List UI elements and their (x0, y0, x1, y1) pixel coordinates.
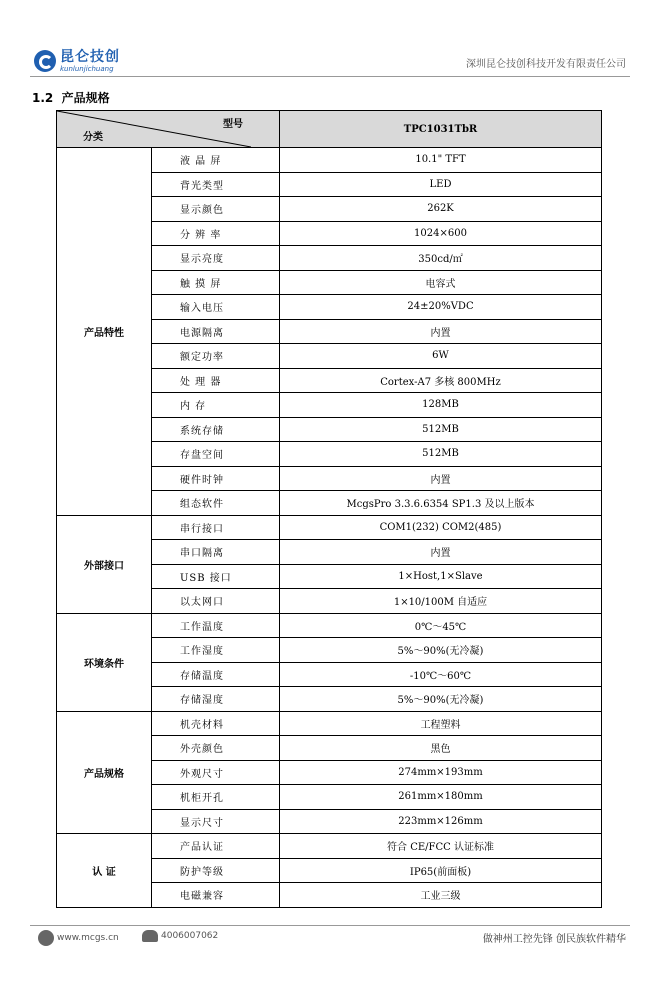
spec-value-cell: 符合 CE/FCC 认证标准 (280, 834, 602, 859)
spec-value-cell: 274mm×193mm (280, 760, 602, 785)
spec-item-cell: 硬件时钟 (152, 466, 280, 491)
spec-value-cell: -10℃～60℃ (280, 662, 602, 687)
spec-item-cell: 以太网口 (152, 589, 280, 614)
spec-value-cell: 0℃～45℃ (280, 613, 602, 638)
category-cell: 产品规格 (57, 711, 152, 834)
table-row (57, 711, 602, 736)
spec-value-cell: 内置 (280, 319, 602, 344)
spec-item-cell: 系统存储 (152, 417, 280, 442)
spec-item-cell: 输入电压 (152, 295, 280, 320)
spec-item-cell: 分 辨 率 (152, 221, 280, 246)
spec-value-cell: 261mm×180mm (280, 785, 602, 810)
page-header (0, 0, 658, 80)
section-title-text: 产品规格 (61, 91, 110, 105)
spec-item-cell: 组态软件 (152, 491, 280, 516)
phone-icon (142, 930, 158, 942)
spec-value-cell: 6W (280, 344, 602, 369)
logo-name-cn: 昆仑技创 (60, 48, 120, 65)
spec-value-cell: 工业三级 (280, 883, 602, 908)
spec-item-cell: 电磁兼容 (152, 883, 280, 908)
spec-item-cell: 液 晶 屏 (152, 148, 280, 173)
logo-icon (34, 50, 56, 72)
spec-value-cell: 128MB (280, 393, 602, 418)
web-icon (38, 930, 54, 946)
table-row (57, 148, 602, 173)
spec-item-cell: 显示亮度 (152, 246, 280, 271)
logo-name-en: kunlunjichuang (60, 64, 114, 73)
spec-item-cell: USB 接口 (152, 564, 280, 589)
spec-table (56, 110, 602, 908)
spec-value-cell: 电容式 (280, 270, 602, 295)
spec-item-cell: 显示颜色 (152, 197, 280, 222)
spec-value-cell: IP65(前面板) (280, 858, 602, 883)
footer-divider (30, 925, 630, 926)
spec-item-cell: 产品认证 (152, 834, 280, 859)
spec-item-cell: 机壳材料 (152, 711, 280, 736)
spec-item-cell: 工作湿度 (152, 638, 280, 663)
spec-value-cell: 工程塑料 (280, 711, 602, 736)
table-row (57, 515, 602, 540)
spec-value-cell: 262K (280, 197, 602, 222)
spec-value-cell: 512MB (280, 442, 602, 467)
spec-value-cell: 350cd/㎡ (280, 246, 602, 271)
spec-value-cell: 1×10/100M 自适应 (280, 589, 602, 614)
spec-item-cell: 工作温度 (152, 613, 280, 638)
company-name: 深圳昆仑技创科技开发有限责任公司 (466, 59, 626, 70)
category-cell: 环境条件 (57, 613, 152, 711)
spec-item-cell: 触 摸 屏 (152, 270, 280, 295)
spec-value-cell: 24±20%VDC (280, 295, 602, 320)
table-header-row (57, 111, 602, 148)
spec-value-cell: 1024×600 (280, 221, 602, 246)
spec-value-cell: 10.1" TFT (280, 148, 602, 173)
spec-value-cell: 223mm×126mm (280, 809, 602, 834)
model-name: TPC1031TbR (280, 111, 602, 148)
header-type-label: 型号 (223, 119, 243, 130)
header-category-label: 分类 (83, 132, 103, 143)
spec-item-cell: 外壳颜色 (152, 736, 280, 761)
website-text: www.mcgs.cn (57, 933, 119, 943)
phone-text: 4006007062 (161, 931, 219, 941)
spec-value-cell: 5%～90%(无冷凝) (280, 638, 602, 663)
header-divider (30, 76, 630, 77)
spec-item-cell: 外观尺寸 (152, 760, 280, 785)
header-diagonal-cell (57, 111, 280, 148)
spec-value-cell: 1×Host,1×Slave (280, 564, 602, 589)
footer-phone (142, 930, 218, 942)
spec-value-cell: McgsPro 3.3.6.6354 SP1.3 及以上版本 (280, 491, 602, 516)
category-cell: 产品特性 (57, 148, 152, 516)
spec-item-cell: 存盘空间 (152, 442, 280, 467)
spec-value-cell: 黑色 (280, 736, 602, 761)
category-cell: 外部接口 (57, 515, 152, 613)
spec-item-cell: 处 理 器 (152, 368, 280, 393)
spec-item-cell: 串行接口 (152, 515, 280, 540)
spec-value-cell: 5%～90%(无冷凝) (280, 687, 602, 712)
spec-item-cell: 额定功率 (152, 344, 280, 369)
spec-item-cell: 机柜开孔 (152, 785, 280, 810)
table-row (57, 834, 602, 859)
spec-item-cell: 背光类型 (152, 172, 280, 197)
section-title (32, 89, 110, 106)
spec-value-cell: Cortex-A7 多核 800MHz (280, 368, 602, 393)
category-cell: 认 证 (57, 834, 152, 908)
footer-website (38, 930, 119, 946)
table-row (57, 613, 602, 638)
spec-item-cell: 显示尺寸 (152, 809, 280, 834)
spec-value-cell: 512MB (280, 417, 602, 442)
spec-value-cell: COM1(232) COM2(485) (280, 515, 602, 540)
spec-item-cell: 电源隔离 (152, 319, 280, 344)
footer-slogan: 做神州工控先锋 创民族软件精华 (482, 934, 626, 945)
section-number: 1.2 (32, 91, 54, 105)
spec-item-cell: 存储湿度 (152, 687, 280, 712)
spec-item-cell: 串口隔离 (152, 540, 280, 565)
spec-value-cell: LED (280, 172, 602, 197)
spec-item-cell: 内 存 (152, 393, 280, 418)
spec-value-cell: 内置 (280, 466, 602, 491)
company-logo (34, 47, 120, 75)
spec-value-cell: 内置 (280, 540, 602, 565)
spec-item-cell: 存储温度 (152, 662, 280, 687)
spec-item-cell: 防护等级 (152, 858, 280, 883)
